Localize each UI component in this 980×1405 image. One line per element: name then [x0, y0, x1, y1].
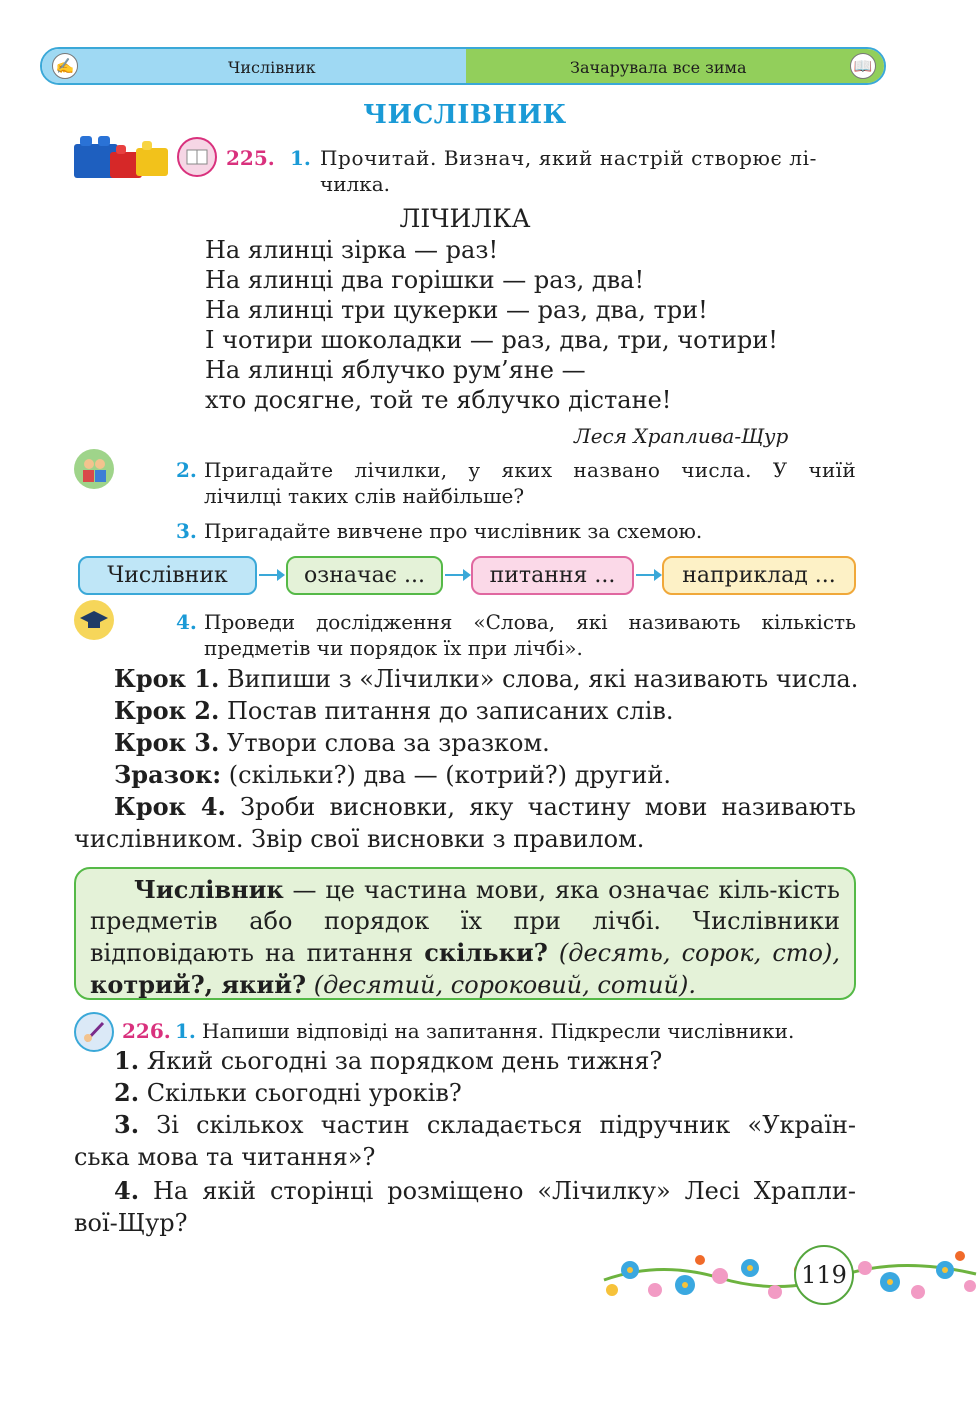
- pair-work-icon: [74, 449, 114, 489]
- question-4-cont: вої-Щур?: [74, 1209, 188, 1237]
- arrow-right-icon: [634, 566, 662, 584]
- task1-line1: Прочитай. Визнач, який настрій створює лі-: [320, 146, 817, 170]
- header-left-label: Числівник: [228, 58, 316, 77]
- pen-icon: ✍: [52, 53, 78, 79]
- task-number: 4.: [176, 610, 197, 634]
- poem-line: На ялинці зірка — раз!: [205, 236, 499, 264]
- task2-line2: лічилці таких слів найбільше?: [204, 484, 525, 508]
- task2-line1: Пригадайте лічилки, у яких названо числа. У чиїй: [204, 458, 856, 482]
- exercise-number: 226.: [122, 1019, 171, 1043]
- question-3-cont: ська мова та читання»?: [74, 1143, 376, 1171]
- task-number: 1.: [290, 146, 311, 170]
- flower-garland-icon: [600, 1240, 978, 1310]
- header-right-label: Зачарувала все зима: [570, 58, 747, 77]
- page-number: 119: [794, 1245, 854, 1305]
- task4-line2: предметів чи порядок їх при лічбі».: [204, 636, 583, 660]
- book-icon: 📖: [850, 53, 876, 79]
- exercise-number: 225.: [226, 146, 275, 170]
- arrow-right-icon: [443, 566, 471, 584]
- task3-text: Пригадайте вивчене про числівник за схемою.: [204, 519, 703, 543]
- question-1: 1. Який сьогодні за порядком день тижня?: [114, 1046, 663, 1075]
- graduation-cap-icon: [74, 600, 114, 640]
- rule-term: Числівник: [134, 875, 284, 904]
- step-3: Крок 3. Утвори слова за зразком.: [114, 728, 550, 757]
- step-4: Крок 4. Зроби висновки, яку частину мови називають: [114, 792, 856, 821]
- scheme-box-2: означає ...: [286, 556, 443, 595]
- scheme-box-3: питання ...: [471, 556, 634, 595]
- poem-line: І чотири шоколадки — раз, два, три, чотири!: [205, 326, 778, 354]
- task-number: 1.: [175, 1019, 196, 1043]
- step-1: Крок 1. Випиши з «Лічилки» слова, які називають числа.: [114, 664, 859, 693]
- task1-line2: чилка.: [320, 172, 391, 196]
- question-2: 2. Скільки сьогодні уроків?: [114, 1078, 462, 1107]
- sample: Зразок: (скільки?) два — (котрий?) другий.: [114, 760, 672, 789]
- step-2: Крок 2. Постав питання до записаних слів.: [114, 696, 674, 725]
- poem-line: На ялинці два горішки — раз, два!: [205, 266, 645, 294]
- step-4-cont: числівником. Звір свої висновки з правилом.: [74, 825, 645, 853]
- ex226-task1: Напиши відповіді на запитання. Підкресли числівники.: [202, 1019, 795, 1043]
- poem-line: На ялинці три цукерки — раз, два, три!: [205, 296, 708, 324]
- poem-line: хто досягне, той те яблучко дістане!: [205, 386, 672, 414]
- scheme-box-4: наприклад ...: [662, 556, 856, 595]
- lego-blocks-icon: [72, 132, 172, 182]
- question-4: 4. На якій сторінці розміщено «Лічилку» Лесі Храпли-: [114, 1176, 856, 1205]
- arrow-right-icon: [257, 566, 285, 584]
- question-3: 3. Зі скількох частин складається підручник «Україн-: [114, 1110, 856, 1139]
- poem-title: ЛІЧИЛКА: [399, 204, 531, 233]
- writing-hand-icon: [74, 1012, 114, 1052]
- poem-author: Леся Храплива-Щур: [574, 424, 789, 448]
- poem-line: На ялинці яблучко рум’яне —: [205, 356, 586, 384]
- page-header: [40, 47, 886, 85]
- task-number: 2.: [176, 458, 197, 482]
- reading-book-icon: [177, 137, 217, 177]
- section-title: ЧИСЛІВНИК: [363, 100, 567, 130]
- scheme-box-1: Числівник: [78, 556, 257, 595]
- task4-line1: Проведи дослідження «Слова, які називають кількість: [204, 610, 856, 634]
- task-number: 3.: [176, 519, 197, 543]
- rule-box: Числівник — це частина мови, яка означає кіль-кість предметів або порядок їх при лічбі. Числівники відповідають на питання скільки? (десять, сорок, сто), котрий?, який? (десятий, сороковий, сотий).: [74, 867, 856, 1000]
